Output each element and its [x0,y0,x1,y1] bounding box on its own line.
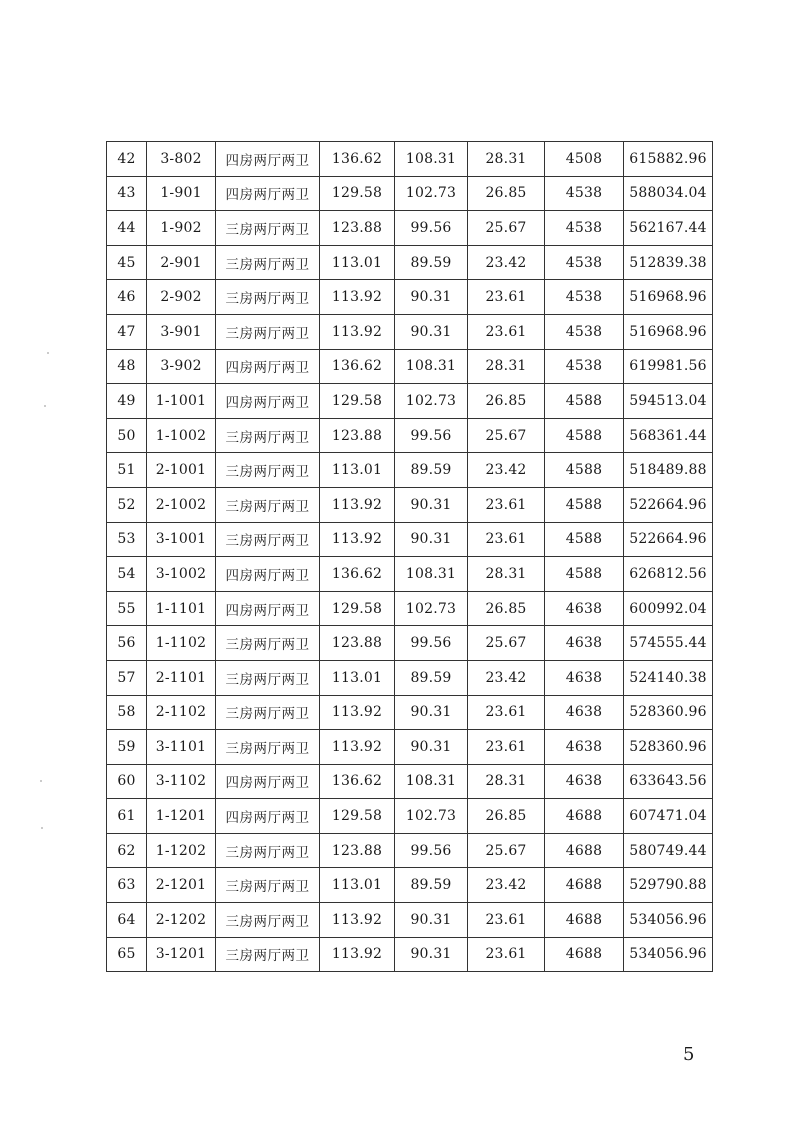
shared-area-cell: 26.85 [468,384,545,419]
row-number-cell: 65 [107,937,147,972]
unit-number-cell: 3-1101 [147,730,216,765]
table-row [107,799,713,834]
unit-price-cell: 4638 [545,730,624,765]
unit-type-cell: 三房两厅两卫 [216,418,320,453]
building-area-cell: 129.58 [320,384,395,419]
shared-area-cell: 26.85 [468,176,545,211]
total-price-cell: 522664.96 [624,522,713,557]
shared-area-cell: 28.31 [468,557,545,592]
scan-speck [47,352,49,354]
table-row [107,487,713,522]
unit-price-cell: 4688 [545,903,624,938]
shared-area-cell: 23.61 [468,280,545,315]
total-price-cell: 633643.56 [624,764,713,799]
unit-price-cell: 4538 [545,314,624,349]
inner-area-cell: 99.56 [395,833,468,868]
row-number-cell: 46 [107,280,147,315]
total-price-cell: 528360.96 [624,730,713,765]
building-area-cell: 129.58 [320,176,395,211]
unit-price-cell: 4638 [545,591,624,626]
table-row [107,142,713,177]
unit-type-cell: 四房两厅两卫 [216,349,320,384]
unit-number-cell: 1-1102 [147,626,216,661]
table-row [107,764,713,799]
unit-price-cell: 4638 [545,626,624,661]
unit-number-cell: 3-1002 [147,557,216,592]
unit-price-cell: 4588 [545,418,624,453]
table-row [107,280,713,315]
total-price-cell: 619981.56 [624,349,713,384]
total-price-cell: 580749.44 [624,833,713,868]
unit-type-cell: 三房两厅两卫 [216,903,320,938]
unit-type-cell: 三房两厅两卫 [216,280,320,315]
table-row [107,349,713,384]
scan-speck [44,405,46,407]
unit-type-cell: 三房两厅两卫 [216,626,320,661]
total-price-cell: 615882.96 [624,142,713,177]
row-number-cell: 45 [107,245,147,280]
unit-type-cell: 三房两厅两卫 [216,453,320,488]
total-price-cell: 588034.04 [624,176,713,211]
shared-area-cell: 25.67 [468,418,545,453]
shared-area-cell: 26.85 [468,591,545,626]
shared-area-cell: 28.31 [468,349,545,384]
inner-area-cell: 108.31 [395,349,468,384]
total-price-cell: 626812.56 [624,557,713,592]
unit-type-cell: 四房两厅两卫 [216,176,320,211]
building-area-cell: 136.62 [320,349,395,384]
unit-number-cell: 2-1202 [147,903,216,938]
building-area-cell: 113.92 [320,695,395,730]
unit-type-cell: 四房两厅两卫 [216,764,320,799]
inner-area-cell: 90.31 [395,937,468,972]
row-number-cell: 49 [107,384,147,419]
unit-price-cell: 4638 [545,695,624,730]
row-number-cell: 43 [107,176,147,211]
shared-area-cell: 23.61 [468,487,545,522]
unit-price-cell: 4688 [545,833,624,868]
row-number-cell: 53 [107,522,147,557]
row-number-cell: 55 [107,591,147,626]
unit-price-cell: 4588 [545,557,624,592]
unit-number-cell: 2-1001 [147,453,216,488]
unit-price-cell: 4638 [545,764,624,799]
total-price-cell: 516968.96 [624,314,713,349]
unit-number-cell: 2-1101 [147,660,216,695]
building-area-cell: 123.88 [320,626,395,661]
row-number-cell: 54 [107,557,147,592]
inner-area-cell: 108.31 [395,142,468,177]
row-number-cell: 44 [107,211,147,246]
table-row [107,384,713,419]
building-area-cell: 113.01 [320,245,395,280]
total-price-cell: 529790.88 [624,868,713,903]
total-price-cell: 574555.44 [624,626,713,661]
row-number-cell: 47 [107,314,147,349]
table-row [107,245,713,280]
building-area-cell: 136.62 [320,142,395,177]
unit-price-cell: 4688 [545,799,624,834]
row-number-cell: 64 [107,903,147,938]
building-area-cell: 113.01 [320,660,395,695]
shared-area-cell: 28.31 [468,142,545,177]
building-area-cell: 129.58 [320,591,395,626]
shared-area-cell: 26.85 [468,799,545,834]
unit-number-cell: 2-1201 [147,868,216,903]
row-number-cell: 52 [107,487,147,522]
row-number-cell: 61 [107,799,147,834]
unit-type-cell: 三房两厅两卫 [216,211,320,246]
unit-price-cell: 4538 [545,176,624,211]
unit-number-cell: 3-802 [147,142,216,177]
unit-type-cell: 四房两厅两卫 [216,591,320,626]
row-number-cell: 42 [107,142,147,177]
table-row [107,453,713,488]
unit-type-cell: 三房两厅两卫 [216,833,320,868]
row-number-cell: 62 [107,833,147,868]
table-row [107,314,713,349]
shared-area-cell: 23.61 [468,937,545,972]
unit-number-cell: 2-1102 [147,695,216,730]
row-number-cell: 58 [107,695,147,730]
unit-price-cell: 4508 [545,142,624,177]
unit-type-cell: 三房两厅两卫 [216,937,320,972]
row-number-cell: 56 [107,626,147,661]
unit-type-cell: 三房两厅两卫 [216,730,320,765]
table-row [107,868,713,903]
building-area-cell: 123.88 [320,833,395,868]
row-number-cell: 57 [107,660,147,695]
unit-number-cell: 1-902 [147,211,216,246]
inner-area-cell: 108.31 [395,764,468,799]
table-row [107,418,713,453]
table-row [107,937,713,972]
inner-area-cell: 89.59 [395,453,468,488]
table-row [107,557,713,592]
shared-area-cell: 25.67 [468,211,545,246]
unit-type-cell: 四房两厅两卫 [216,557,320,592]
total-price-cell: 607471.04 [624,799,713,834]
inner-area-cell: 90.31 [395,280,468,315]
shared-area-cell: 23.61 [468,522,545,557]
inner-area-cell: 90.31 [395,487,468,522]
unit-price-cell: 4588 [545,453,624,488]
inner-area-cell: 99.56 [395,626,468,661]
inner-area-cell: 90.31 [395,695,468,730]
total-price-cell: 534056.96 [624,903,713,938]
row-number-cell: 63 [107,868,147,903]
inner-area-cell: 102.73 [395,799,468,834]
row-number-cell: 59 [107,730,147,765]
building-area-cell: 113.92 [320,730,395,765]
unit-price-cell: 4588 [545,522,624,557]
table-row [107,591,713,626]
inner-area-cell: 99.56 [395,418,468,453]
table-row [107,626,713,661]
inner-area-cell: 90.31 [395,730,468,765]
shared-area-cell: 23.61 [468,314,545,349]
unit-number-cell: 2-1002 [147,487,216,522]
shared-area-cell: 23.42 [468,245,545,280]
unit-number-cell: 1-1101 [147,591,216,626]
building-area-cell: 113.92 [320,487,395,522]
unit-type-cell: 三房两厅两卫 [216,695,320,730]
row-number-cell: 60 [107,764,147,799]
inner-area-cell: 89.59 [395,868,468,903]
table-row [107,176,713,211]
building-area-cell: 123.88 [320,418,395,453]
shared-area-cell: 23.42 [468,660,545,695]
inner-area-cell: 102.73 [395,384,468,419]
table-row [107,522,713,557]
unit-price-cell: 4538 [545,349,624,384]
building-area-cell: 113.01 [320,453,395,488]
total-price-cell: 600992.04 [624,591,713,626]
unit-number-cell: 3-902 [147,349,216,384]
building-area-cell: 136.62 [320,557,395,592]
total-price-cell: 524140.38 [624,660,713,695]
shared-area-cell: 23.61 [468,730,545,765]
inner-area-cell: 90.31 [395,903,468,938]
inner-area-cell: 102.73 [395,176,468,211]
shared-area-cell: 23.42 [468,868,545,903]
unit-type-cell: 四房两厅两卫 [216,384,320,419]
inner-area-cell: 108.31 [395,557,468,592]
unit-number-cell: 3-1102 [147,764,216,799]
shared-area-cell: 28.31 [468,764,545,799]
total-price-cell: 518489.88 [624,453,713,488]
unit-type-cell: 三房两厅两卫 [216,487,320,522]
unit-type-cell: 四房两厅两卫 [216,799,320,834]
total-price-cell: 522664.96 [624,487,713,522]
scan-speck [40,780,42,782]
row-number-cell: 51 [107,453,147,488]
scan-speck [41,827,43,829]
unit-number-cell: 3-1001 [147,522,216,557]
shared-area-cell: 25.67 [468,626,545,661]
unit-type-cell: 三房两厅两卫 [216,868,320,903]
shared-area-cell: 23.61 [468,903,545,938]
unit-type-cell: 三房两厅两卫 [216,314,320,349]
unit-type-cell: 三房两厅两卫 [216,522,320,557]
building-area-cell: 113.92 [320,937,395,972]
shared-area-cell: 23.61 [468,695,545,730]
unit-type-cell: 三房两厅两卫 [216,245,320,280]
unit-number-cell: 1-1202 [147,833,216,868]
table-row [107,903,713,938]
unit-price-cell: 4588 [545,384,624,419]
unit-price-cell: 4688 [545,868,624,903]
row-number-cell: 48 [107,349,147,384]
unit-number-cell: 2-901 [147,245,216,280]
inner-area-cell: 102.73 [395,591,468,626]
building-area-cell: 129.58 [320,799,395,834]
total-price-cell: 534056.96 [624,937,713,972]
unit-price-cell: 4688 [545,937,624,972]
row-number-cell: 50 [107,418,147,453]
table-row [107,211,713,246]
inner-area-cell: 90.31 [395,314,468,349]
inner-area-cell: 99.56 [395,211,468,246]
unit-number-cell: 1-901 [147,176,216,211]
total-price-cell: 528360.96 [624,695,713,730]
unit-price-cell: 4638 [545,660,624,695]
table-body [107,142,713,972]
shared-area-cell: 25.67 [468,833,545,868]
table-row [107,833,713,868]
total-price-cell: 568361.44 [624,418,713,453]
unit-number-cell: 1-1002 [147,418,216,453]
unit-number-cell: 1-1001 [147,384,216,419]
unit-number-cell: 3-1201 [147,937,216,972]
unit-price-table [106,141,713,972]
unit-type-cell: 四房两厅两卫 [216,142,320,177]
building-area-cell: 113.92 [320,280,395,315]
building-area-cell: 113.92 [320,903,395,938]
total-price-cell: 516968.96 [624,280,713,315]
shared-area-cell: 23.42 [468,453,545,488]
unit-type-cell: 三房两厅两卫 [216,660,320,695]
inner-area-cell: 89.59 [395,660,468,695]
table-row [107,660,713,695]
page-number: 5 [683,1044,695,1065]
unit-number-cell: 2-902 [147,280,216,315]
building-area-cell: 123.88 [320,211,395,246]
table-row [107,695,713,730]
unit-price-cell: 4538 [545,211,624,246]
table-row [107,730,713,765]
total-price-cell: 512839.38 [624,245,713,280]
inner-area-cell: 90.31 [395,522,468,557]
total-price-cell: 594513.04 [624,384,713,419]
building-area-cell: 113.01 [320,868,395,903]
building-area-cell: 113.92 [320,314,395,349]
unit-number-cell: 3-901 [147,314,216,349]
building-area-cell: 113.92 [320,522,395,557]
unit-price-cell: 4538 [545,280,624,315]
unit-price-cell: 4588 [545,487,624,522]
total-price-cell: 562167.44 [624,211,713,246]
inner-area-cell: 89.59 [395,245,468,280]
building-area-cell: 136.62 [320,764,395,799]
unit-number-cell: 1-1201 [147,799,216,834]
unit-price-cell: 4538 [545,245,624,280]
